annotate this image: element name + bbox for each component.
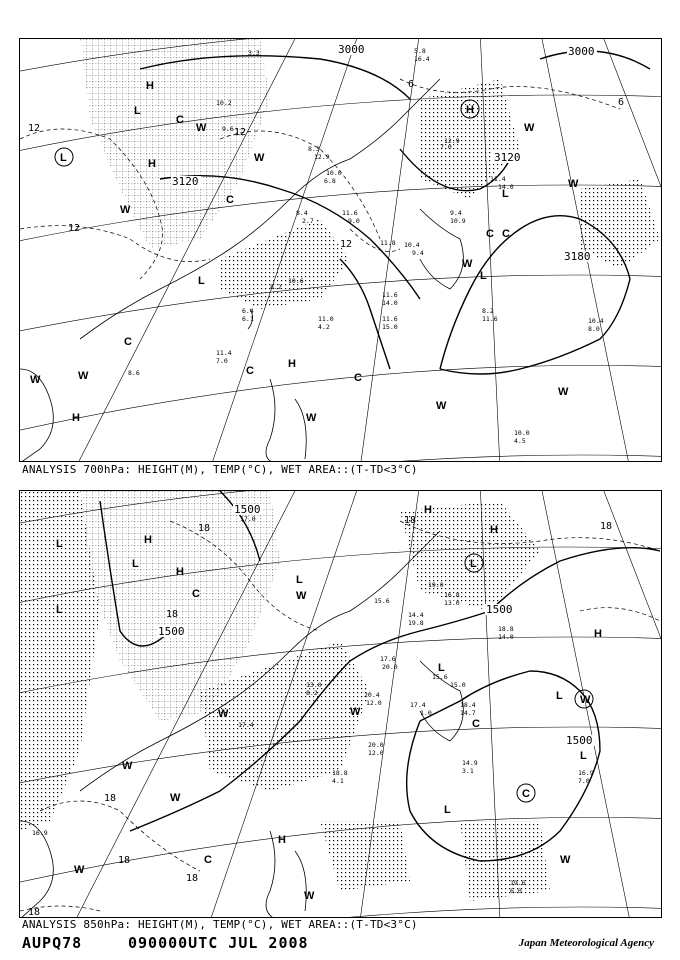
station-value: 11.4 [216,349,232,357]
pressure-system-marker: C [502,228,510,240]
pressure-system-marker: W [120,204,131,216]
station-value: 11.6 [482,315,498,323]
station-value: 11.6 [382,315,398,323]
station-value: 13.0 [306,681,322,689]
station-value: 11.6 [342,209,358,217]
pressure-system-marker: H [72,412,80,424]
pressure-system-marker: H [424,504,432,516]
agency-name: Japan Meteorological Agency [518,937,654,949]
station-value: 6.0 [510,887,522,895]
station-value: 12.0 [366,699,382,707]
station-value: 8.6 [128,369,140,377]
pressure-system-marker: C [246,365,254,377]
isotherm-label: 18 [600,521,613,532]
pressure-system-marker: W [350,706,361,718]
station-value: 12.9 [444,137,460,145]
pressure-system-marker: H [278,834,286,846]
station-value: 16.4 [414,55,430,63]
station-value: 18.4 [460,701,476,709]
station-value: 19.0 [428,581,444,589]
station-value: 4.2 [318,323,330,331]
isotherm-label: 12 [234,127,247,138]
isotherm-label: 12 [340,239,353,250]
pressure-system-marker: L [134,105,141,117]
station-value: 8.2 [482,307,494,315]
station-value: 14.0 [498,183,514,191]
caption-700hpa: ANALYSIS 700hPa: HEIGHT(M), TEMP(°C), WET AREA::(T-TD<3°C) [22,463,418,476]
map-700hpa [20,39,662,462]
pressure-system-marker: L [56,604,63,616]
station-value: 14.7 [460,709,476,717]
pressure-system-marker: W [560,854,571,866]
pressure-system-marker: C [176,114,184,126]
pressure-system-marker: W [524,122,535,134]
station-value: 20.4 [364,691,380,699]
pressure-system-marker: W [558,386,569,398]
station-value: 19.6 [510,879,526,887]
pressure-system-marker: W [122,760,133,772]
pressure-system-marker: W [296,590,307,602]
pressure-system-marker: W [568,178,579,190]
station-value: 3.3 [248,49,260,57]
height-contour-label: 1500 [234,503,261,516]
height-contour-label: 1500 [566,734,593,747]
isotherm-label: 18 [198,523,211,534]
height-contour-label: 3120 [172,175,199,188]
pressure-system-marker: W [304,890,315,902]
height-contour-label: 3000 [338,43,365,56]
station-value: 10.0 [514,429,530,437]
pressure-system-marker: L [502,188,509,200]
height-contour-label: 1500 [158,625,185,638]
pressure-system-marker: W [462,258,473,270]
pressure-system-marker: L [470,558,477,570]
height-contour-label: 3180 [564,250,591,263]
height-contour-label: 1500 [486,603,513,616]
station-value: 12.0 [368,749,384,757]
isotherm-label: 18 [28,907,41,918]
station-value: 8.0 [588,325,600,333]
pressure-system-marker: W [74,864,85,876]
station-value: 15.6 [374,597,390,605]
station-value: 10.0 [326,169,342,177]
pressure-system-marker: L [580,750,587,762]
pressure-system-marker: C [486,228,494,240]
station-value: 18.8 [498,625,514,633]
station-value: 9.4 [412,249,424,257]
station-value: 11.0 [318,315,334,323]
pressure-system-marker: C [226,194,234,206]
station-value: 20.0 [382,663,398,671]
station-value: 9.4 [450,209,462,217]
isotherm-label: 18 [118,855,131,866]
isotherm-label: 18 [166,609,179,620]
isotherm-label: 18 [404,515,417,526]
map-panel-700hpa [19,38,662,462]
pressure-system-marker: H [144,534,152,546]
pressure-system-marker: H [490,524,498,536]
pressure-system-marker: W [306,412,317,424]
isotherm-label: 12 [28,123,41,134]
pressure-system-marker: H [594,628,602,640]
station-value: 8.3 [308,145,320,153]
pressure-system-marker: L [60,152,67,164]
pressure-system-marker: L [444,804,451,816]
wet-area-grid [80,39,270,249]
pressure-system-marker: L [556,690,563,702]
pressure-system-marker: L [438,662,445,674]
station-value: 10.4 [404,241,420,249]
station-value: 9.6 [222,125,234,133]
station-value: 6.4 [242,307,254,315]
pressure-system-marker: L [132,558,139,570]
station-value: 16.9 [578,769,594,777]
station-value: 20.0 [368,741,384,749]
pressure-system-marker: H [288,358,296,370]
pressure-system-marker: C [124,336,132,348]
pressure-system-marker: H [148,158,156,170]
pressure-system-marker: L [296,574,303,586]
pressure-system-marker: W [254,152,265,164]
pressure-system-marker: H [176,566,184,578]
station-value: 5.8 [414,47,426,55]
station-value: 9.0 [348,217,360,225]
station-value: 17.4 [238,721,254,729]
pressure-system-marker: W [436,400,447,412]
station-value: 2.7 [302,217,314,225]
station-value: 8.2 [306,689,318,697]
station-value: 7.0 [440,143,452,151]
pressure-system-marker: C [204,854,212,866]
station-value: 8.4 [296,209,308,217]
isotherm-label: 6 [408,79,415,90]
station-value: 10.4 [588,317,604,325]
station-value: 11.6 [382,291,398,299]
station-value: 6.8 [324,177,336,185]
station-value: 19.8 [408,619,424,627]
station-value: 3.1 [462,767,474,775]
station-value: 11.8 [380,239,396,247]
wet-area-dots [220,79,660,309]
station-value: 10.2 [216,99,232,107]
pressure-system-marker: W [78,370,89,382]
station-value: 15.0 [382,323,398,331]
station-value: 6.1 [242,315,254,323]
station-value: 17.4 [410,701,426,709]
caption-850hpa: ANALYSIS 850hPa: HEIGHT(M), TEMP(°C), WET AREA::(T-TD<3°C) [22,918,418,931]
map-850hpa [20,491,662,918]
pressure-system-marker: C [354,372,362,384]
station-value: 12.9 [314,153,330,161]
station-value: 14.9 [462,759,478,767]
isotherm-label: 6 [618,97,625,108]
station-value: 15.0 [450,681,466,689]
station-value: 11.4 [490,175,506,183]
isotherm-label: 18 [104,793,117,804]
station-value: 15.6 [432,673,448,681]
pressure-system-marker: L [480,270,487,282]
station-value: 16.8 [444,591,460,599]
pressure-system-marker: L [198,275,205,287]
station-value: 7.0 [216,357,228,365]
pressure-system-marker: C [522,788,530,800]
pressure-system-marker: W [580,694,591,706]
pressure-system-marker: W [170,792,181,804]
station-value: 10.9 [450,217,466,225]
pressure-system-marker: C [472,718,480,730]
analysis-time: 090000UTC JUL 2008 [128,934,309,952]
map-panel-850hpa [19,490,662,918]
height-contour-label: 3120 [494,151,521,164]
station-value: 16.9 [32,829,48,837]
pressure-system-marker: W [30,374,41,386]
pressure-system-marker: W [196,122,207,134]
height-contour-label: 3000 [568,45,595,58]
pressure-system-marker: C [192,588,200,600]
pressure-system-marker: W [218,708,229,720]
isotherm-label: 12 [68,223,81,234]
station-value: 13.0 [444,599,460,607]
station-value: 1.0 [420,709,432,717]
station-value: 4.5 [514,437,526,445]
station-value: 17.0 [240,515,256,523]
station-value: 7.0 [578,777,590,785]
station-value: 14.0 [382,299,398,307]
pressure-system-marker: H [466,104,474,116]
station-value: 8.2 [270,283,282,291]
pressure-system-marker: H [146,80,154,92]
station-value: 4.1 [332,777,344,785]
bulletin-code: AUPQ78 [22,934,83,952]
station-value: 10.6 [288,277,304,285]
station-value: 17.6 [380,655,396,663]
isotherm-label: 18 [186,873,199,884]
pressure-system-marker: L [56,538,63,550]
station-value: 14.4 [408,611,424,619]
station-value: 14.0 [498,633,514,641]
station-value: 18.8 [332,769,348,777]
